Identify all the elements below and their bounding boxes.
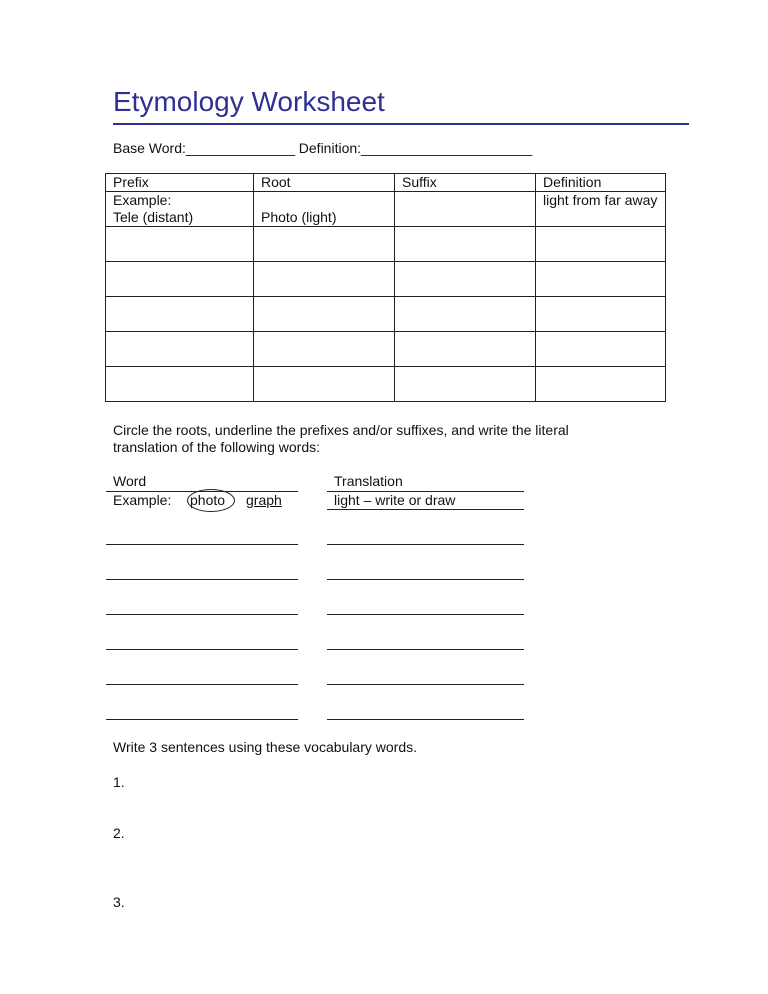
sentence-number-1: 1. <box>113 774 125 790</box>
root-cell[interactable] <box>254 227 395 262</box>
root-cell[interactable] <box>254 262 395 297</box>
page-title: Etymology Worksheet <box>113 86 385 117</box>
prefix-cell[interactable] <box>106 297 254 332</box>
translation-answer-line[interactable] <box>327 684 524 685</box>
example-word-label: Example: <box>113 492 172 508</box>
translation-example-rule <box>327 509 524 510</box>
header-suffix: Suffix <box>395 174 536 192</box>
sentence-number-3: 3. <box>113 894 125 910</box>
suffix-cell[interactable] <box>395 367 536 402</box>
word-answer-line[interactable] <box>106 684 298 685</box>
translation-answer-line[interactable] <box>327 544 524 545</box>
definition-cell[interactable] <box>536 367 666 402</box>
sentences-prompt: Write 3 sentences using these vocabulary words. <box>113 739 418 755</box>
word-header: Word <box>113 473 147 489</box>
header-prefix: Prefix <box>106 174 254 192</box>
example-prefix-cell <box>106 192 254 227</box>
suffix-cell[interactable] <box>395 332 536 367</box>
prefix-cell[interactable] <box>106 367 254 402</box>
word-answer-line[interactable] <box>106 544 298 545</box>
definition-cell[interactable] <box>536 262 666 297</box>
example-prefix: Tele (distant) <box>113 209 194 225</box>
prefix-cell[interactable] <box>106 227 254 262</box>
translation-answer-line[interactable] <box>327 579 524 580</box>
word-answer-line[interactable] <box>106 649 298 650</box>
header-definition: Definition <box>536 174 666 192</box>
definition-cell[interactable] <box>536 332 666 367</box>
word-answer-line[interactable] <box>106 614 298 615</box>
root-cell[interactable] <box>254 332 395 367</box>
example-root-cell <box>254 192 395 227</box>
example-root: Photo (light) <box>261 209 337 225</box>
translation-answer-line[interactable] <box>327 649 524 650</box>
word-answer-line[interactable] <box>106 719 298 720</box>
example-translation: light – write or draw <box>334 492 456 508</box>
example-definition: light from far away <box>536 192 666 227</box>
etymology-table <box>105 173 666 402</box>
root-cell[interactable] <box>254 367 395 402</box>
base-word-definition-line: Base Word:______________ Definition:______________________ <box>113 140 533 156</box>
root-cell[interactable] <box>254 297 395 332</box>
suffix-cell[interactable] <box>395 297 536 332</box>
table-example-row <box>106 192 666 227</box>
example-suffix-cell <box>395 192 536 227</box>
example-prefix-label: Example: <box>113 192 172 208</box>
sentence-number-2: 2. <box>113 825 125 841</box>
table-row <box>106 367 666 402</box>
prefix-cell[interactable] <box>106 332 254 367</box>
header-root: Root <box>254 174 395 192</box>
translation-answer-line[interactable] <box>327 719 524 720</box>
suffix-cell[interactable] <box>395 227 536 262</box>
table-row <box>106 262 666 297</box>
definition-cell[interactable] <box>536 227 666 262</box>
title-rule <box>113 123 689 125</box>
definition-cell[interactable] <box>536 297 666 332</box>
translation-answer-line[interactable] <box>327 614 524 615</box>
table-row <box>106 297 666 332</box>
table-header-row <box>106 174 666 192</box>
table-row <box>106 227 666 262</box>
table-row <box>106 332 666 367</box>
suffix-cell[interactable] <box>395 262 536 297</box>
prefix-cell[interactable] <box>106 262 254 297</box>
word-answer-line[interactable] <box>106 579 298 580</box>
root-circle <box>187 489 235 512</box>
example-word-suffix: graph <box>246 492 282 508</box>
translation-header: Translation <box>334 473 403 489</box>
instructions-text: Circle the roots, underline the prefixes and/or suffixes, and write the literal translation of the following words: <box>113 422 569 455</box>
example-word-root: photo <box>190 492 226 508</box>
